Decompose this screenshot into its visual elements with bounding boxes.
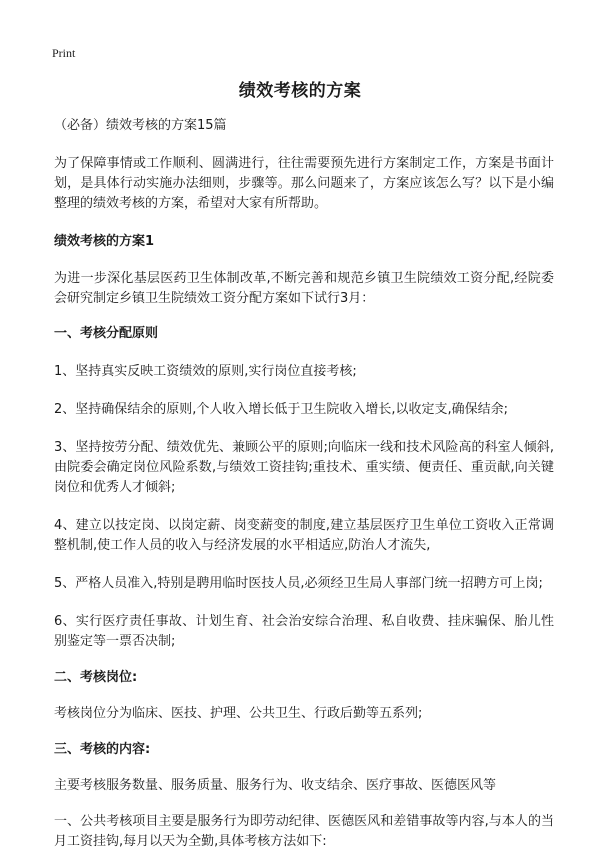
document-body (54, 76, 554, 852)
list-item: 6、实行医疗责任事故、计划生育、社会治安综合治理、私自收费、挂床骗保、胎儿性别鉴定等一票否决制; (54, 614, 554, 649)
document-subtitle: （必备）绩效考核的方案15篇 (54, 118, 227, 133)
list-item: 4、建立以技定岗、以岗定薪、岗变薪变的制度,建立基层医疗卫生单位工资收入正常调整机制,使工作人员的收入与经济发展的水平相适应,防治人才流失, (54, 518, 554, 553)
list-item: 2、坚持确保结余的原则,个人收入增长低于卫生院收入增长,以收定支,确保结余; (54, 402, 509, 417)
list-item: 5、严格人员准入,特别是聘用临时医技人员,必须经卫生局人事部门统一招聘方可上岗; (54, 576, 543, 591)
heading-contents: 三、考核的内容: (54, 742, 151, 757)
contents-paragraph: 主要考核服务数量、服务质量、服务行为、收支结余、医疗事故、医德医风等 (54, 778, 497, 793)
list-item: 3、坚持按劳分配、绩效优先、兼顾公平的原则;向临床一线和技术风险高的科室人倾斜,由院委会确定岗位风险系数,与绩效工资挂钩;重技术、重实绩、便责任、重贡献,向关键岗位和优秀人才倾斜; (54, 440, 554, 495)
heading-positions: 二、考核岗位: (54, 670, 138, 685)
list-item: 1、坚持真实反映工资绩效的原则,实行岗位直接考核; (54, 364, 357, 379)
page-title: 绩效考核的方案 (238, 81, 362, 101)
positions-paragraph: 考核岗位分为临床、医技、护理、公共卫生、行政后勤等五系列; (54, 706, 423, 721)
heading-principles: 一、考核分配原则 (54, 326, 159, 341)
section-intro-paragraph: 为进一步深化基层医药卫生体制改革,不断完善和规范乡镇卫生院绩效工资分配,经院委会研究制定乡镇卫生院绩效工资分配方案如下试行3月： (54, 271, 554, 306)
print-label[interactable]: Print (52, 46, 76, 60)
intro-paragraph: 为了保障事情或工作顺利、圆满进行，往往需要预先进行方案制定工作，方案是书面计划，是具体行动实施办法细则，步骤等。那么问题来了，方案应该怎么写？以下是小编整理的绩效考核的方案，希望对大家有所帮助。 (54, 156, 554, 211)
public-items-paragraph: 一、公共考核项目主要是服务行为即劳动纪律、医德医风和差错事故等内容,与本人的当月工资挂钩,每月以天为全勤,具体考核方法如下: (54, 814, 554, 849)
section-heading: 绩效考核的方案1 (54, 234, 155, 249)
